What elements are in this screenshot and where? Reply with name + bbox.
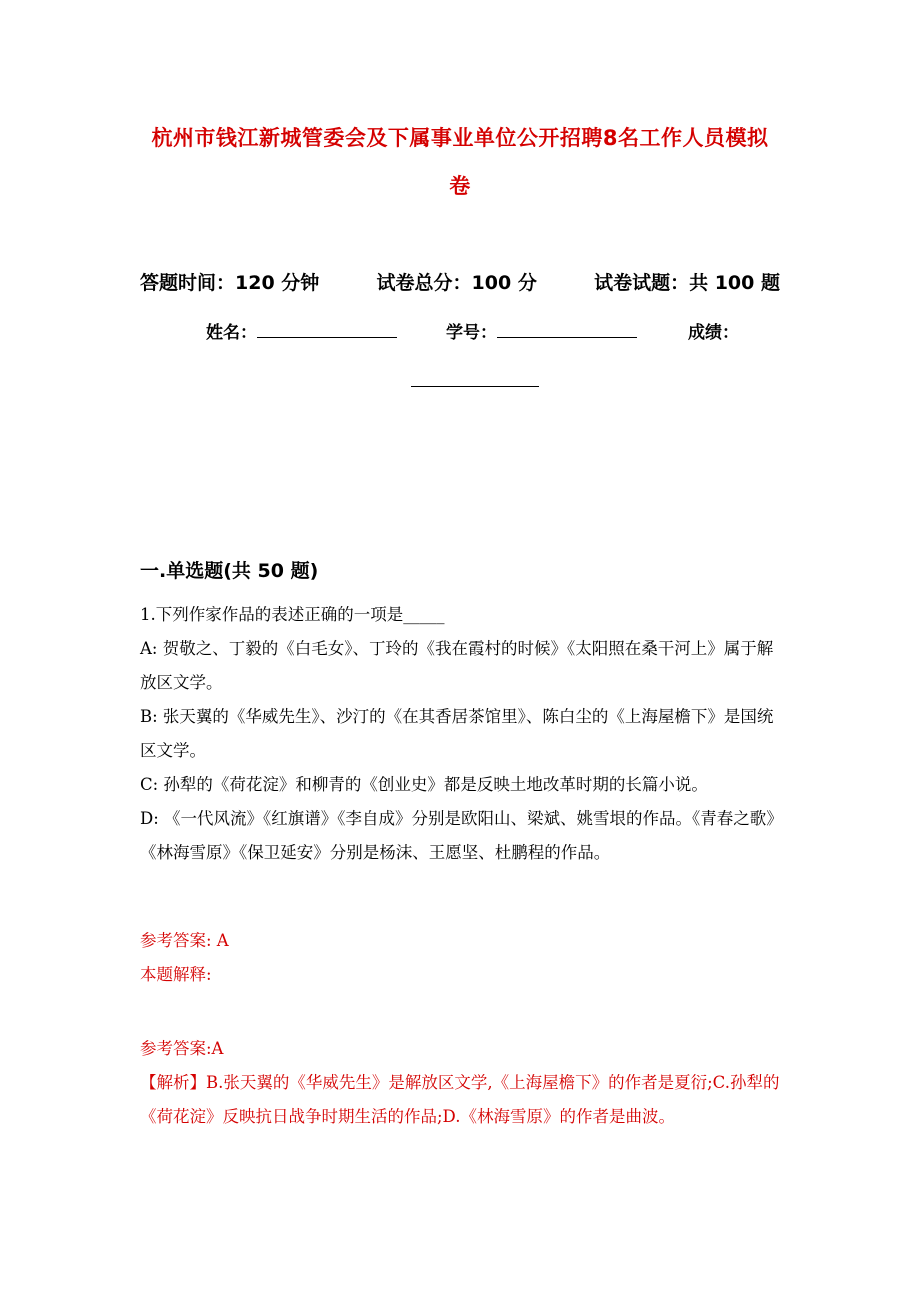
score-label: 成绩： — [688, 323, 739, 343]
reference-answer-2: 参考答案:A — [140, 1039, 224, 1058]
id-blank[interactable] — [497, 321, 637, 338]
exam-info-row — [140, 268, 780, 295]
option-a: A: 贺敬之、丁毅的《白毛女》、丁玲的《我在霞村的时候》《太阳照在桑干河上》属于解放区文学。 — [140, 639, 774, 692]
name-field — [206, 318, 397, 343]
exam-title-line2: 卷 — [449, 174, 471, 198]
question-block — [140, 598, 780, 870]
score-blank[interactable] — [411, 386, 539, 387]
name-blank[interactable] — [257, 321, 397, 338]
question-stem: 1.下列作家作品的表述正确的一项是_____ — [140, 605, 445, 624]
exam-title-line1: 杭州市钱江新城管委会及下属事业单位公开招聘8名工作人员模拟 — [151, 126, 769, 150]
reference-answer: 参考答案: A — [140, 931, 229, 950]
explanation-block — [140, 1032, 780, 1134]
answer-block — [140, 924, 780, 992]
option-b: B: 张天翼的《华威先生》、沙汀的《在其香居茶馆里》、陈白尘的《上海屋檐下》是国统区文学。 — [140, 707, 774, 760]
total-questions: 试卷试题：共 100 题 — [594, 272, 780, 294]
exam-time: 答题时间：120 分钟 — [140, 272, 320, 294]
option-c: C: 孙犁的《荷花淀》和柳青的《创业史》都是反映土地改革时期的长篇小说。 — [140, 775, 708, 794]
total-score: 试卷总分：100 分 — [376, 272, 537, 294]
option-d: D: 《一代风流》《红旗谱》《李自成》分别是欧阳山、梁斌、姚雪垠的作品。《青春之歌》《林海雪原》《保卫延安》分别是杨沫、王愿坚、杜鹏程的作品。 — [140, 809, 775, 862]
id-label: 学号： — [446, 323, 497, 343]
name-label: 姓名： — [206, 323, 257, 343]
section-title: 一.单选题(共 50 题) — [140, 560, 319, 582]
score-field — [688, 318, 739, 343]
analysis-text: 【解析】B.张天翼的《华威先生》是解放区文学,《上海屋檐下》的作者是夏衍;C.孙犁的《荷花淀》反映抗日战争时期生活的作品;D.《林海雪原》的作者是曲波。 — [140, 1073, 780, 1126]
explanation-label: 本题解释: — [140, 965, 212, 984]
id-field — [446, 318, 637, 343]
